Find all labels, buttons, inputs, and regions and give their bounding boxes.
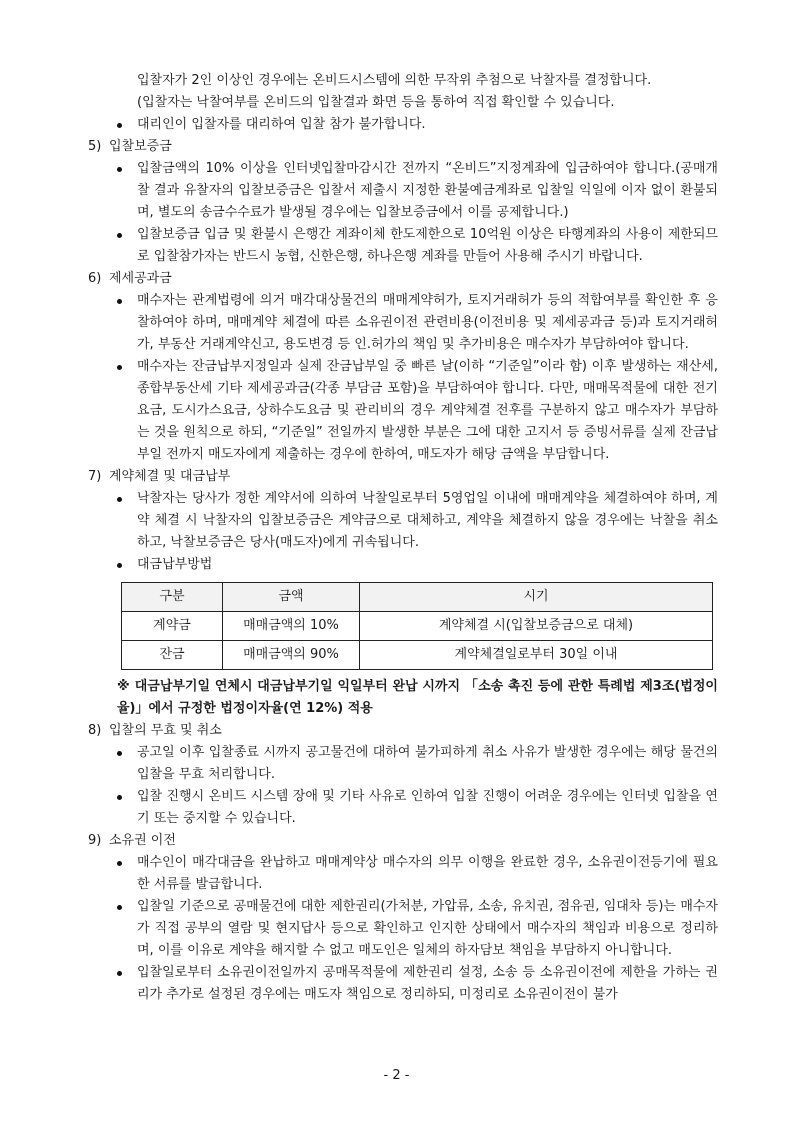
table-cell: 매매금액의 90%: [223, 641, 360, 670]
bullet-icon: [117, 563, 122, 568]
section-5-bullet-1: [88, 158, 718, 224]
table-row: [122, 612, 713, 641]
section-title: 제세공과금: [109, 271, 172, 286]
bullet-icon: [117, 905, 122, 910]
intro-line-2: (입찰자는 낙찰여부를 온비드의 입찰결과 화면 등을 통하여 직접 확인할 수 있습니다.: [137, 95, 615, 110]
page-number: - 2 -: [383, 1068, 410, 1083]
bullet-text: 입찰 진행시 온비드 시스템 장애 및 기타 사유로 인하여 입찰 진행이 어려운 경우에는 인터넷 입찰을 연기 또는 중지할 수 있습니다.: [137, 789, 718, 826]
section-5-heading: [88, 136, 718, 158]
bullet-icon: [117, 233, 122, 238]
table-header-cell: 시기: [360, 583, 713, 612]
bullet-icon: [117, 497, 122, 502]
section-8-bullet-1: [88, 742, 718, 786]
table-cell: 매매금액의 10%: [223, 612, 360, 641]
section-8-bullet-2: [88, 786, 718, 830]
section-number: 7): [88, 469, 102, 484]
section-9-bullet-2: [88, 896, 718, 962]
bullet-text: 공고일 이후 입찰종료 시까지 공고물건에 대하여 불가피하게 취소 사유가 발생한 경우에는 해당 물건의 입찰을 무효 처리합니다.: [137, 745, 718, 782]
bullet-text: 입찰일로부터 소유권이전일까지 공매목적물에 제한권리 설정, 소송 등 소유권이전에 제한을 가하는 권리가 추가로 설정된 경우에는 매도자 책임으로 정리하되, 미정리로 소유권이전이 불가: [137, 965, 718, 1002]
bullet-icon: [117, 365, 122, 370]
section-9-bullet-1: [88, 852, 718, 896]
section-8-heading: [88, 720, 718, 742]
table-cell: 잔금: [122, 641, 223, 670]
bullet-icon: [117, 167, 122, 172]
section-6-bullet-2: [88, 356, 718, 466]
section-6-bullet-1: [88, 290, 718, 356]
bullet-icon: [117, 795, 122, 800]
table-header-row: [122, 583, 713, 612]
payment-table: [121, 582, 713, 670]
bullet-text: 대리인이 입찰자를 대리하여 입찰 참가 불가합니다.: [137, 117, 426, 132]
section-7-bullet-2: [88, 554, 718, 576]
section-title: 입찰의 무효 및 취소: [109, 723, 222, 738]
section-5-bullet-2: [88, 224, 718, 268]
bullet-text: 낙찰자는 당사가 정한 계약서에 의하여 낙찰일로부터 5영업일 이내에 매매계약을 체결하여야 하며, 계약 체결 시 낙찰자의 입찰보증금은 계약금으로 대체하고, 계약을 체결하지 않을 경우에는 낙찰을 취소하고, 낙찰보증금은 당사(매도자)에게 귀속됩니다.: [137, 491, 718, 550]
bullet-icon: [117, 971, 122, 976]
section-title: 계약체결 및 대금납부: [109, 469, 231, 484]
section-9-heading: [88, 830, 718, 852]
bullet-icon: [117, 299, 122, 304]
section-9-bullet-3: [88, 962, 718, 1006]
bullet-icon: [117, 861, 122, 866]
bullet-text: 입찰보증금 입금 및 환불시 은행간 계좌이체 한도제한으로 10억원 이상은 타행계좌의 사용이 제한되므로 입찰참가자는 반드시 농협, 신한은행, 하나은행 계좌를 만들어 사용해 주시기 바랍니다.: [137, 227, 718, 264]
bullet-text: 매수인이 매각대금을 완납하고 매매계약상 매수자의 의무 이행을 완료한 경우, 소유권이전등기에 필요한 서류를 발급합니다.: [137, 855, 718, 892]
section-number: 9): [88, 833, 102, 848]
bullet-icon: [117, 123, 122, 128]
bullet-text: 매수자는 잔금납부지정일과 실제 잔금납부일 중 빠른 날(이하 “기준일”이라 함) 이후 발생하는 재산세, 종합부동산세 기타 제세공과금(각종 부담금 포함)을 부담하여야 합니다. 다만, 매매목적물에 대한 전기요금, 도시가스요금, 상하수도요금 및 관리비의 경우 계약체결 전후를 구분하지 않고 매수자가 부담하는 것을 원칙으로 하되, “기준일” 전일까지 발생한 부분은 그에 대한 고지서 등 증빙서류를 실제 잔금납부일 전까지 매도자에게 제출하는 경우에 한하여, 매도자가 해당 금액을 부담합니다.: [137, 359, 718, 462]
table-row: [122, 641, 713, 670]
bullet-text: 입찰일 기준으로 공매물건에 대한 제한권리(가처분, 가압류, 소송, 유치권, 점유권, 임대차 등)는 매수자가 직접 공부의 열람 및 현지답사 등으로 확인하고 인지한 상태에서 매수자의 책임과 비용으로 정리하며, 이를 이유로 계약을 해지할 수 없고 매도인은 일체의 하자담보 책임을 부담하지 아니합니다.: [137, 899, 718, 958]
section-7-heading: [88, 466, 718, 488]
table-cell: 계약금: [122, 612, 223, 641]
section-title: 입찰보증금: [109, 139, 172, 154]
table-header-cell: 구분: [122, 583, 223, 612]
section-6-heading: [88, 268, 718, 290]
bullet-text: 대금납부방법: [137, 557, 213, 572]
table-cell: 계약체결일로부터 30일 이내: [360, 641, 713, 670]
late-payment-note: ※ 대금납부기일 연체시 대금납부기일 익일부터 완납 시까지 「소송 촉진 등에 관한 특례법 제3조(법정이율)」에서 규정한 법정이자율(연 12%) 적용: [117, 679, 718, 716]
table-cell: 계약체결 시(입찰보증금으로 대체): [360, 612, 713, 641]
section-number: 8): [88, 723, 102, 738]
section-title: 소유권 이전: [109, 833, 176, 848]
bullet-text: 매수자는 관계법령에 의거 매각대상물건의 매매계약허가, 토지거래허가 등의 적합여부를 확인한 후 응찰하여야 하며, 매매계약 체결에 따른 소유권이전 관련비용(이전비용 및 제세공과금 등)과 토지거래허가, 부동산 거래계약신고, 용도변경 등 인.허가의 책임 및 추가비용은 매수자가 부담하여야 합니다.: [137, 293, 718, 352]
intro-bullet: [88, 114, 718, 136]
section-7-bullet-1: [88, 488, 718, 554]
bullet-icon: [117, 751, 122, 756]
table-header-cell: 금액: [223, 583, 360, 612]
bullet-text: 입찰금액의 10% 이상을 인터넷입찰마감시간 전까지 “온비드”지정계좌에 입금하여야 합니다.(공매개찰 결과 유찰자의 입찰보증금은 입찰서 제출시 지정한 환불예금계좌로 입찰일 익일에 이자 없이 환불되며, 별도의 송금수수료가 발생될 경우에는 입찰보증금에서 이를 공제합니다.): [137, 161, 718, 220]
intro-line-1: 입찰자가 2인 이상인 경우에는 온비드시스템에 의한 무작위 추첨으로 낙찰자를 결정합니다.: [137, 73, 652, 88]
section-number: 5): [88, 139, 102, 154]
section-number: 6): [88, 271, 102, 286]
document-body: [88, 70, 718, 1006]
